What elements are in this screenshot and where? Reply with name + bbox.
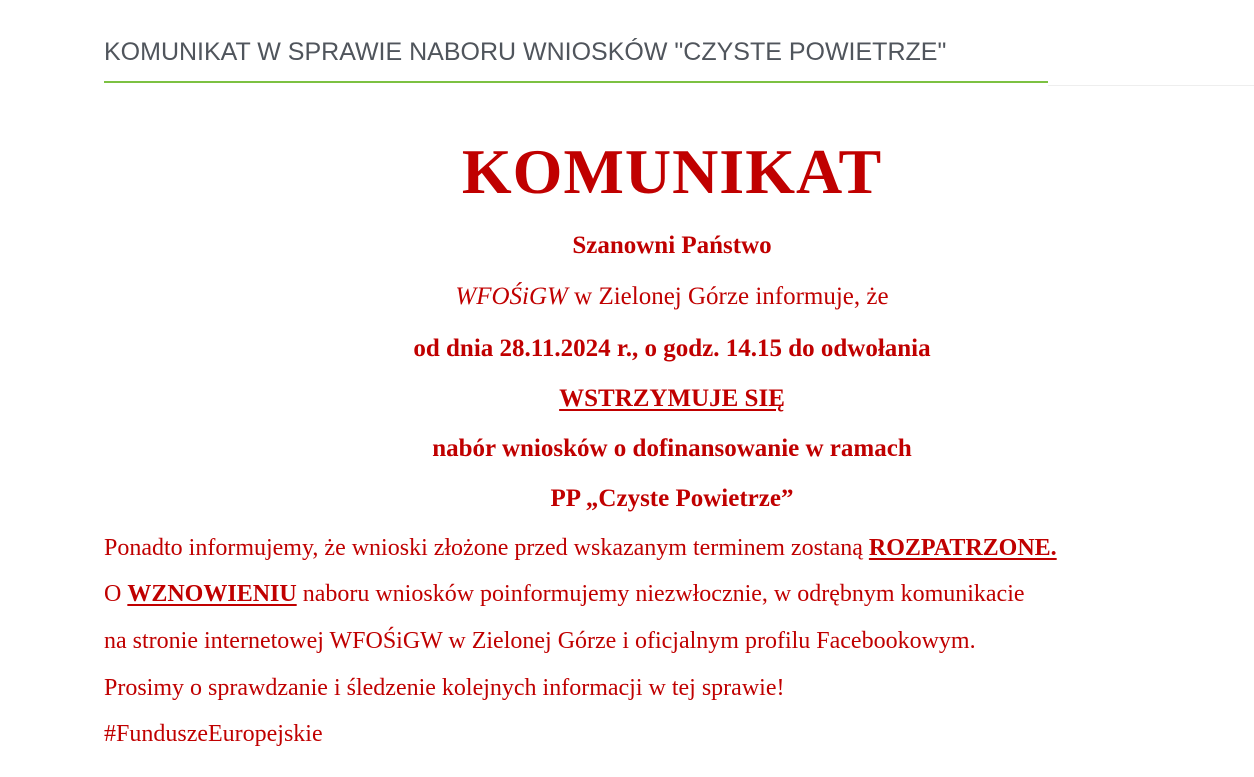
greeting: Szanowni Państwo xyxy=(572,232,772,259)
page-header xyxy=(104,34,1048,84)
program-line: nabór wniosków o dofinansowanie w ramach xyxy=(432,435,912,462)
paragraph-4: Prosimy o sprawdzanie i śledzenie kolejnych informacji w tej sprawie! xyxy=(104,675,785,701)
page-title: KOMUNIKAT W SPRAWIE NABORU WNIOSKÓW "CZYSTE POWIETRZE" xyxy=(104,38,947,66)
suspend-text: WSTRZYMUJE SIĘ xyxy=(559,385,785,412)
header-divider xyxy=(1048,85,1254,86)
paragraph-2-start: O xyxy=(104,581,128,607)
program-name: PP „Czyste Powietrze” xyxy=(550,485,794,512)
informs-text: w Zielonej Górze informuje, że xyxy=(567,283,889,310)
title-underline xyxy=(104,81,1048,83)
paragraph-2 xyxy=(104,578,1025,610)
suspend-line xyxy=(152,383,1192,415)
announcement-title: KOMUNIKAT xyxy=(461,136,883,207)
paragraph-1 xyxy=(104,532,1057,564)
date-line: od dnia 28.11.2024 r., o godz. 14.15 do odwołania xyxy=(413,335,931,362)
informs-line xyxy=(152,281,1192,313)
hashtag: #FunduszeEuropejskie xyxy=(104,721,323,747)
paragraph-1-emphasis: ROZPATRZONE. xyxy=(868,535,1057,561)
paragraph-2-rest: naboru wniosków poinformujemy niezwłocznie, w odrębnym komunikacie xyxy=(296,581,1025,607)
org-abbrev: WFOŚiGW xyxy=(455,283,568,310)
paragraph-2-emphasis: WZNOWIENIU xyxy=(127,581,297,607)
paragraph-1-text: Ponadto informujemy, że wnioski złożone przed wskazanym terminem zostaną xyxy=(104,535,869,561)
paragraph-3: na stronie internetowej WFOŚiGW w Zielonej Górze i oficjalnym profilu Facebookowym. xyxy=(104,628,976,654)
